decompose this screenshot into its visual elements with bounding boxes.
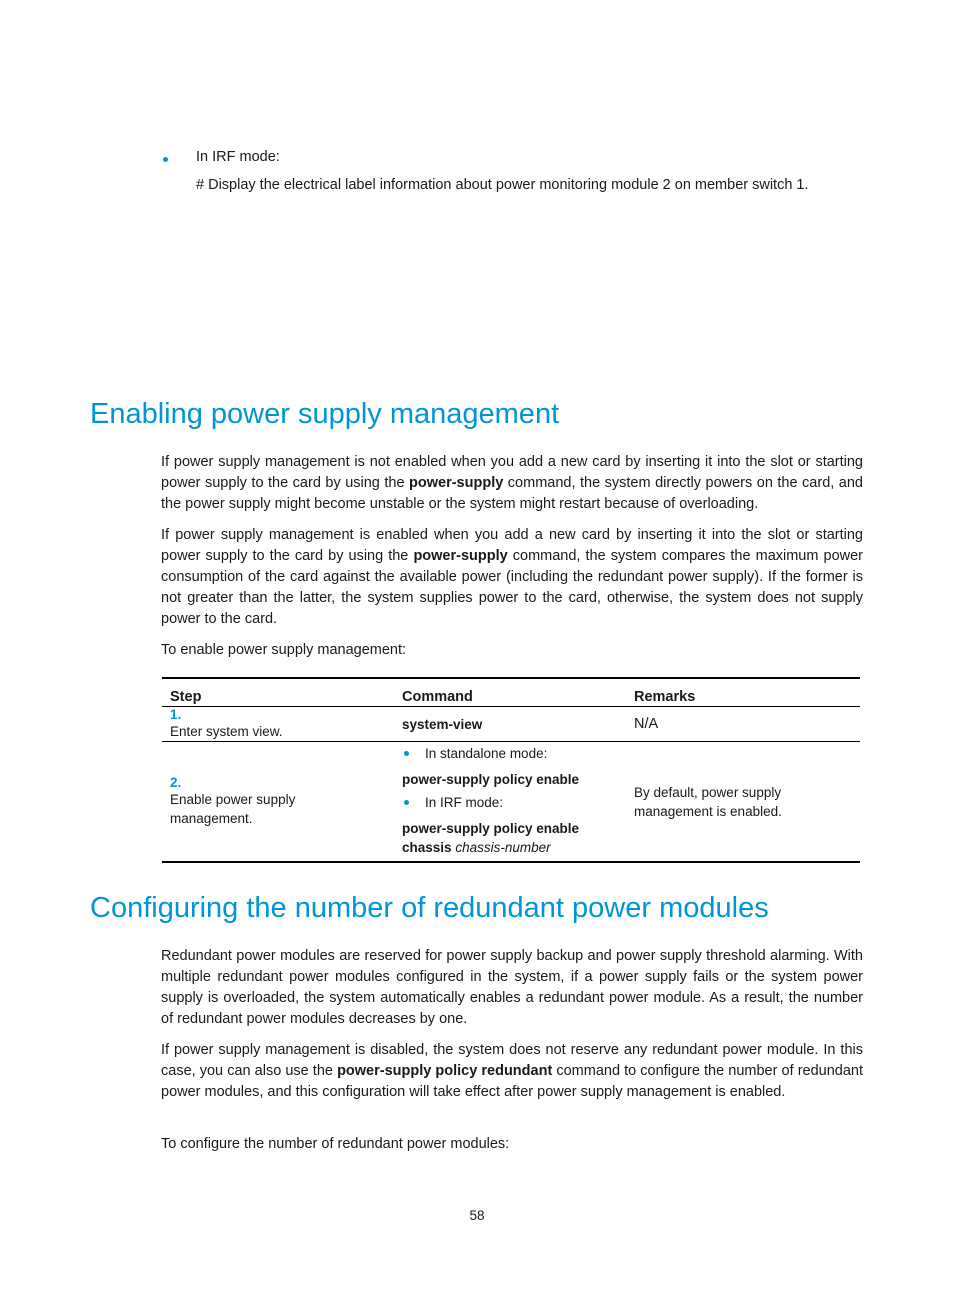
standalone-command: power-supply policy enable	[402, 772, 580, 787]
section-title-enabling-power-supply-management: Enabling power supply management	[90, 398, 560, 430]
para-text: command to configure the number of redundant power modules, and this configuration will take effect after power supply management is enabled.	[161, 1063, 863, 1100]
header-command: Command	[402, 689, 473, 705]
remarks-text: By default, power supply management is enabled.	[634, 784, 782, 819]
step-cell	[162, 742, 394, 863]
command-cell	[394, 707, 626, 742]
bullet-icon	[163, 157, 168, 162]
section-title-configuring-redundant-power-modules: Configuring the number of redundant power modules	[90, 892, 769, 924]
command-keyword: power-supply policy redundant	[337, 1063, 553, 1079]
irf-command-argument: chassis-number	[455, 840, 551, 855]
bullet-icon	[404, 751, 409, 756]
table-row	[162, 707, 860, 742]
step-description: Enter system view.	[170, 724, 283, 739]
para-text: If power supply management is enabled when you add a new card by inserting it into the slot or starting power supply to the card by using the	[161, 527, 863, 564]
standalone-mode-label: In standalone mode:	[425, 746, 548, 761]
section1-paragraph-2	[161, 525, 863, 630]
irf-command-line-2	[402, 838, 618, 857]
section2-paragraph-1: Redundant power modules are reserved for power supply backup and power supply threshold alarming. With multiple redundant power modules configured in the system, if a power supply fails or the system power supply is overloaded, the system automatically enables a redundant power module. As a result, the number of redundant power modules decreases by one.	[161, 948, 863, 1027]
command-keyword: power-supply	[413, 548, 508, 564]
bullet-icon	[404, 800, 409, 805]
section2-intro: To configure the number of redundant power modules:	[161, 1136, 510, 1152]
remarks-cell	[626, 742, 860, 863]
page-number: 58	[469, 1208, 485, 1223]
bullet-label: In IRF mode:	[196, 149, 280, 165]
step-number: 2.	[170, 775, 182, 790]
irf-command-keyword: chassis	[402, 840, 452, 855]
steps-table	[162, 677, 860, 863]
command-keyword: power-supply	[409, 475, 504, 491]
step-cell	[162, 707, 394, 742]
bullet-detail: # Display the electrical label information about power monitoring module 2 on member switch 1.	[196, 177, 809, 193]
table-header-row	[162, 678, 860, 707]
header-step: Step	[170, 689, 202, 705]
para-text: If power supply management is disabled, the system does not reserve any redundant power module. In this case, you can also use the	[161, 1042, 863, 1079]
para-text: command, the system compares the maximum power consumption of the card against the available power (including the redundant power supply). If the former is not greater than the latter, the system supplies power to the card, otherwise, the system does not supply power to the card.	[161, 548, 863, 627]
irf-command-line-1: power-supply policy enable	[402, 821, 580, 836]
command-cell	[394, 742, 626, 863]
section1-intro: To enable power supply management:	[161, 642, 407, 658]
irf-mode-label: In IRF mode:	[425, 795, 504, 810]
step-description: Enable power supply management.	[170, 792, 296, 826]
standalone-mode-item	[402, 744, 618, 763]
para-text: If power supply management is not enabled when you add a new card by inserting it into the slot or starting power supply to the card by using the	[161, 454, 863, 491]
step-number: 1.	[170, 707, 182, 722]
section1-paragraph-1	[161, 452, 863, 515]
irf-mode-item	[402, 793, 618, 812]
table-row	[162, 742, 860, 863]
header-remarks: Remarks	[634, 689, 696, 705]
section2-paragraph-2	[161, 1040, 863, 1103]
remarks-cell: N/A	[634, 716, 659, 732]
para-text: command, the system directly powers on the card, and the power supply might become unstable or the system might restart because of overloading.	[161, 475, 863, 512]
command-text: system-view	[402, 716, 483, 732]
